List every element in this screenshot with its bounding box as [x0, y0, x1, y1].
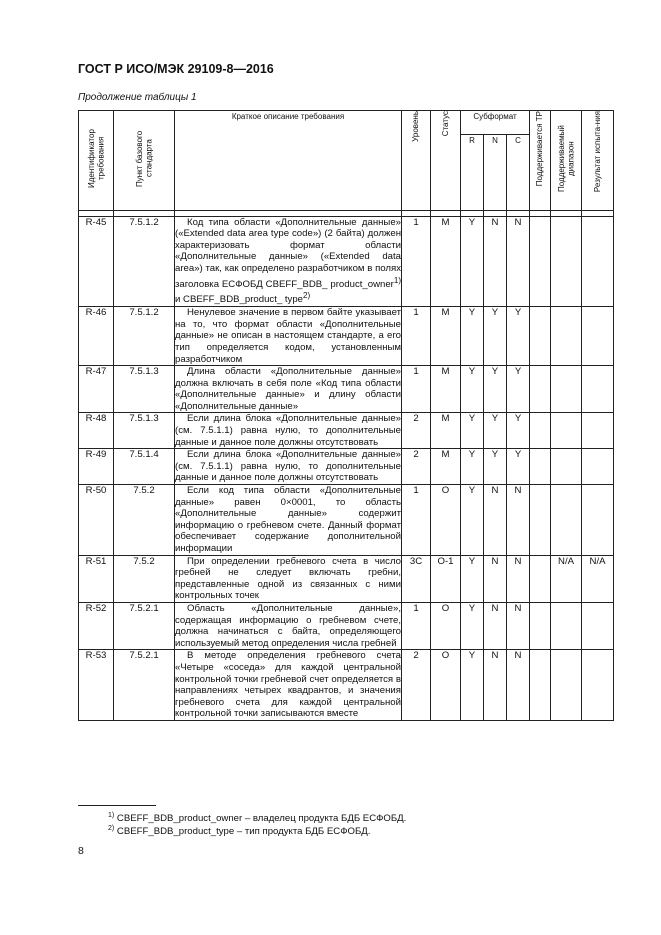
row-n: N [484, 216, 507, 307]
header-sub-n: N [484, 134, 507, 210]
row-r: Y [461, 366, 484, 413]
footnote-divider [78, 805, 156, 806]
row-level: 1 [402, 307, 431, 366]
table-continuation-caption: Продолжение таблицы 1 [78, 92, 197, 103]
row-id: R-46 [79, 307, 114, 366]
row-description: Ненулевое значение в первом байте указывает на то, что формат области «Дополнительные данные» не описан в настоящем стандарте, а его тип определяется кодом, установленным разработчиком [175, 307, 401, 365]
row-supported [530, 555, 551, 602]
row-c: Y [507, 307, 530, 366]
row-clause: 7.5.1.2 [114, 307, 175, 366]
row-result [582, 485, 614, 556]
row-range [551, 485, 582, 556]
row-level: 2 [402, 650, 431, 721]
row-range [551, 216, 582, 307]
table-row [79, 485, 614, 556]
row-result: N/A [582, 555, 614, 602]
row-c: N [507, 485, 530, 556]
row-supported [530, 216, 551, 307]
row-level: 1 [402, 602, 431, 649]
row-id: R-47 [79, 366, 114, 413]
row-n: Y [484, 449, 507, 485]
footnote-ref: 2) [303, 291, 311, 301]
row-c: N [507, 650, 530, 721]
row-c: Y [507, 413, 530, 449]
row-supported [530, 366, 551, 413]
row-r: Y [461, 216, 484, 307]
row-range [551, 602, 582, 649]
row-clause: 7.5.1.3 [114, 413, 175, 449]
row-c: N [507, 555, 530, 602]
row-status: O-1 [431, 555, 461, 602]
footnote-ref: 1) [393, 275, 401, 285]
row-description: Если длина блока «Дополнительные данные» (см. 7.5.1.1) равна нулю, то дополнительные данные и данное поле должны отсутствовать [175, 449, 401, 484]
row-id: R-48 [79, 413, 114, 449]
row-status: M [431, 216, 461, 307]
row-status: O [431, 650, 461, 721]
row-clause: 7.5.2.1 [114, 650, 175, 721]
footnote-1: $^{1)}$ CBEFF_BDB_product_owner – владелец продукта БДБ ЕСФОБД. [108, 812, 407, 825]
row-range: N/A [551, 555, 582, 602]
row-description: При определении гребневого счета в число гребней не следует включать гребни, представленные одной из связанных с ними контрольных точек [175, 555, 401, 602]
row-n: N [484, 485, 507, 556]
table-row [79, 413, 614, 449]
table-row [79, 366, 614, 413]
row-level: 1 [402, 366, 431, 413]
row-result [582, 216, 614, 307]
row-c: Y [507, 366, 530, 413]
table-row [79, 650, 614, 721]
row-result [582, 413, 614, 449]
header-status: Статус [431, 111, 461, 211]
row-supported [530, 485, 551, 556]
row-result [582, 602, 614, 649]
header-supported: Поддерживается ТР [530, 111, 551, 211]
header-subformat: Субформат [461, 111, 530, 135]
row-clause: 7.5.2 [114, 555, 175, 602]
row-description: Если код типа области «Дополнительные данные» равен 0×0001, то область «Дополнительные данные» содержит информацию о гребневом счете. Данный формат обеспечивает содержание дополнительной информации [175, 485, 401, 554]
row-supported [530, 602, 551, 649]
row-range [551, 307, 582, 366]
row-description: Область «Дополнительные данные», содержащая информацию о гребневом счете, должна начинаться с байта, определяющего используемый метод определения числа гребней [175, 602, 401, 649]
header-test-result: Результат испыта-ния [582, 111, 614, 211]
row-level: 1 [402, 216, 431, 307]
row-range [551, 449, 582, 485]
row-n: Y [484, 366, 507, 413]
row-r: Y [461, 307, 484, 366]
header-sub-r: R [461, 134, 484, 210]
row-n: N [484, 650, 507, 721]
row-r: Y [461, 555, 484, 602]
row-description: Код типа области «Дополнительные данные» («Extended data area type code») (2 байта) должен характеризовать формат области «Дополнительные данные» («Extended data area») так, как определено разработчиком в полях заголовка ЕСФОБД CBEFF_BDB_ product_owner$^{1)}$ и CBEFF_BDB_product_ type$^{2)}$ [175, 216, 401, 306]
row-id: R-52 [79, 602, 114, 649]
row-c: N [507, 216, 530, 307]
row-range [551, 366, 582, 413]
row-status: M [431, 366, 461, 413]
header-sub-c: C [507, 134, 530, 210]
row-id: R-53 [79, 650, 114, 721]
row-n: Y [484, 307, 507, 366]
row-id: R-51 [79, 555, 114, 602]
row-description: Длина области «Дополнительные данные» должна включать в себя поле «Код типа области «Дополнительные данные» и длину области «Дополнительные данные» [175, 366, 401, 412]
table-row [79, 555, 614, 602]
row-n: Y [484, 413, 507, 449]
row-supported [530, 650, 551, 721]
table-row [79, 449, 614, 485]
row-id: R-50 [79, 485, 114, 556]
row-r: Y [461, 413, 484, 449]
row-n: N [484, 555, 507, 602]
header-identifier: Идентификатор требования [79, 111, 114, 211]
header-description: Краткое описание требования [175, 111, 402, 211]
row-status: M [431, 449, 461, 485]
row-status: O [431, 602, 461, 649]
row-id: R-45 [79, 216, 114, 307]
row-level: 1 [402, 485, 431, 556]
row-id: R-49 [79, 449, 114, 485]
row-range [551, 650, 582, 721]
row-status: M [431, 307, 461, 366]
row-result [582, 650, 614, 721]
page-number: 8 [78, 845, 84, 857]
row-description: В методе определения гребневого счета «Четыре «соседа» для каждой центральной контрольной точки гребневой счет определяется в направлениях четырех квадрантов, и значения гребневого счета для каждой центральной контрольной точки записываются вместе [175, 650, 401, 720]
table-row [79, 307, 614, 366]
row-supported [530, 413, 551, 449]
row-r: Y [461, 602, 484, 649]
row-range [551, 413, 582, 449]
row-clause: 7.5.1.3 [114, 366, 175, 413]
row-level: 3C [402, 555, 431, 602]
row-supported [530, 449, 551, 485]
footnote-2: $^{2)}$ CBEFF_BDB_product_type – тип продукта БДБ ЕСФОБД. [108, 825, 371, 838]
header-base-clause: Пункт базового стандарта [114, 111, 175, 211]
row-supported [530, 307, 551, 366]
row-clause: 7.5.1.4 [114, 449, 175, 485]
row-clause: 7.5.2 [114, 485, 175, 556]
row-clause: 7.5.1.2 [114, 216, 175, 307]
row-result [582, 449, 614, 485]
row-status: O [431, 485, 461, 556]
row-level: 2 [402, 449, 431, 485]
requirements-table [78, 110, 614, 721]
row-n: N [484, 602, 507, 649]
row-level: 2 [402, 413, 431, 449]
row-clause: 7.5.2.1 [114, 602, 175, 649]
row-result [582, 366, 614, 413]
document-title: ГОСТ Р ИСО/МЭК 29109-8—2016 [78, 62, 274, 76]
row-c: Y [507, 449, 530, 485]
header-level: Уровень [402, 111, 431, 211]
table-row [79, 602, 614, 649]
row-c: N [507, 602, 530, 649]
row-r: Y [461, 485, 484, 556]
header-supported-range: Поддерживаемый диапазон [551, 111, 582, 211]
row-description: Если длина блока «Дополнительные данные» (см. 7.5.1.1) равна нулю, то дополнительные данные и данное поле должны отсутствовать [175, 413, 401, 448]
row-result [582, 307, 614, 366]
row-r: Y [461, 650, 484, 721]
table-row [79, 216, 614, 307]
row-status: M [431, 413, 461, 449]
row-r: Y [461, 449, 484, 485]
